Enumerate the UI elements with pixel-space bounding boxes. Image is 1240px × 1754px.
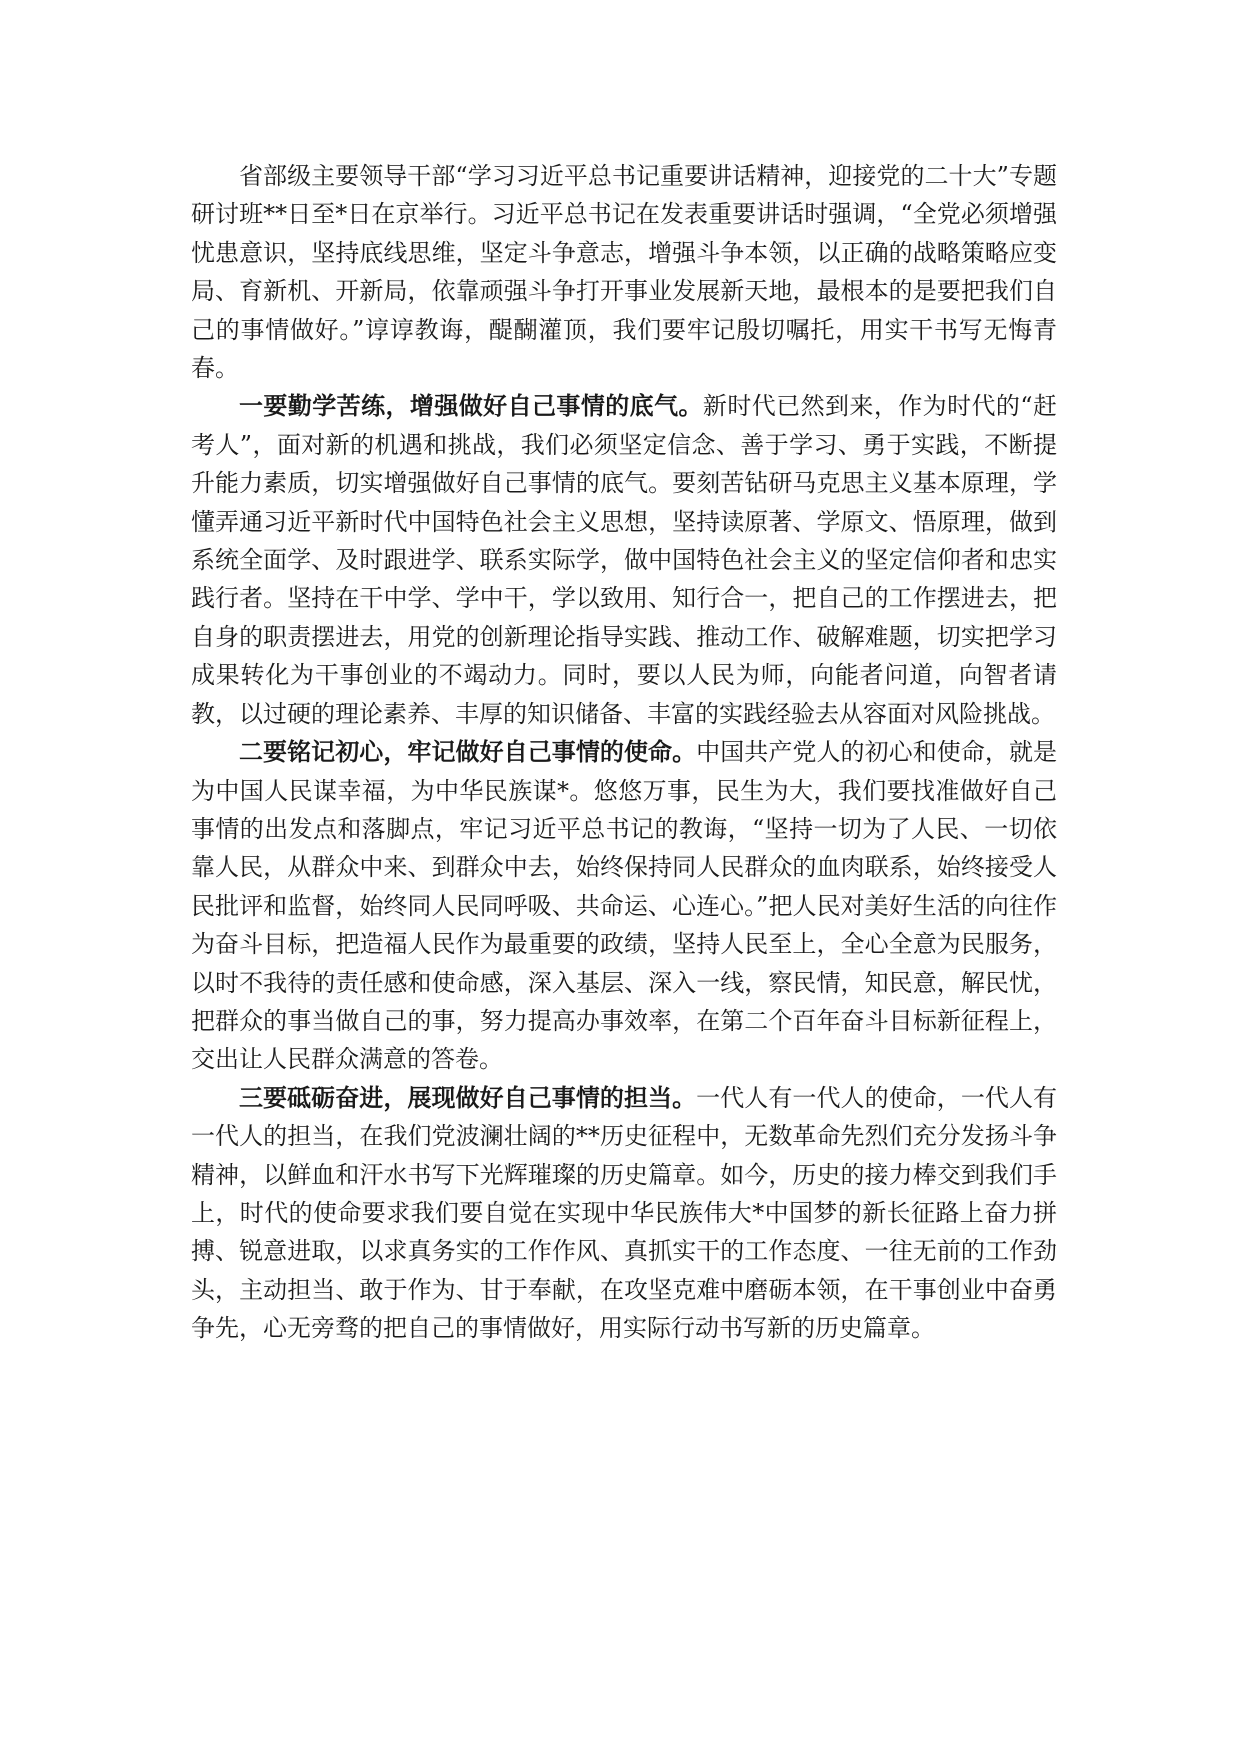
paragraph-text: 新时代已然到来，作为时代的“赶考人”，面对新的机遇和挑战，我们必须坚定信念、善于学习、勇于实践，不断提升能力素质，切实增强做好自己事情的底气。要刻苦钻研马克思主义基本原理，学懂弄通习近平新时代中国特色社会主义思想，坚持读原著、学原文、悟原理，做到系统全面学、及时跟进学、联系实际学，做中国特色社会主义的坚定信仰者和忠实践行者。坚持在干中学、学中干，学以致用、知行合一，把自己的工作摆进去，把自身的职责摆进去，用党的创新理论指导实践、推动工作、破解难题，切实把学习成果转化为干事创业的不竭动力。同时，要以人民为师，向能者问道，向智者请教，以过硬的理论素养、丰厚的知识储备、丰富的实践经验去从容面对风险挑战。 bbox=[191, 392, 1057, 728]
point-two-paragraph bbox=[191, 733, 1057, 1079]
point-one-paragraph bbox=[191, 387, 1057, 733]
paragraph-text: 中国共产党人的初心和使命，就是为中国人民谋幸福，为中华民族谋*。悠悠万事，民生为大，我们要找准做好自己事情的出发点和落脚点，牢记习近平总书记的教诲，“坚持一切为了人民、一切依靠人民，从群众中来、到群众中去，始终保持同人民群众的血肉联系，始终接受人民批评和监督，始终同人民同呼吸、共命运、心连心。”把人民对美好生活的向往作为奋斗目标，把造福人民作为最重要的政绩，坚持人民至上，全心全意为民服务，以时不我待的责任感和使命感，深入基层、深入一线，察民情，知民意，解民忧，把群众的事当做自己的事，努力提高办事效率，在第二个百年奋斗目标新征程上，交出让人民群众满意的答卷。 bbox=[191, 738, 1058, 1074]
point-three-paragraph bbox=[191, 1079, 1057, 1348]
paragraph-text: 一代人有一代人的使命，一代人有一代人的担当，在我们党波澜壮阔的**历史征程中，无数革命先烈们充分发扬斗争精神，以鲜血和汗水书写下光辉璀璨的历史篇章。如今，历史的接力棒交到我们手上，时代的使命要求我们要自觉在实现中华民族伟大*中国梦的新长征路上奋力拼搏、锐意进取，以求真务实的工作作风、真抓实干的工作态度、一往无前的工作劲头，主动担当、敢于作为、甘于奉献，在攻坚克难中磨砺本领，在干事创业中奋勇争先，心无旁骛的把自己的事情做好，用实际行动书写新的历史篇章。 bbox=[191, 1083, 1058, 1343]
paragraph-lead: 一要勤学苦练，增强做好自己事情的底气。 bbox=[239, 391, 703, 421]
paragraph-text: 省部级主要领导干部“学习习近平总书记重要讲话精神，迎接党的二十大”专题研讨班**日至*日在京举行。习近平总书记在发表重要讲话时强调，“全党必须增强忧患意识，坚持底线思维，坚定斗争意志，增强斗争本领，以正确的战略策略应变局、育新机、开新局，依靠顽强斗争打开事业发展新天地，最根本的是要把我们自己的事情做好。”谆谆教诲，醍醐灌顶，我们要牢记殷切嘱托，用实干书写无悔青春。 bbox=[191, 162, 1057, 383]
document-body bbox=[191, 157, 1057, 1348]
paragraph-lead: 三要砥砺奋进，展现做好自己事情的担当。 bbox=[239, 1082, 697, 1112]
intro-paragraph bbox=[191, 157, 1057, 387]
paragraph-lead: 二要铭记初心，牢记做好自己事情的使命。 bbox=[239, 737, 697, 767]
